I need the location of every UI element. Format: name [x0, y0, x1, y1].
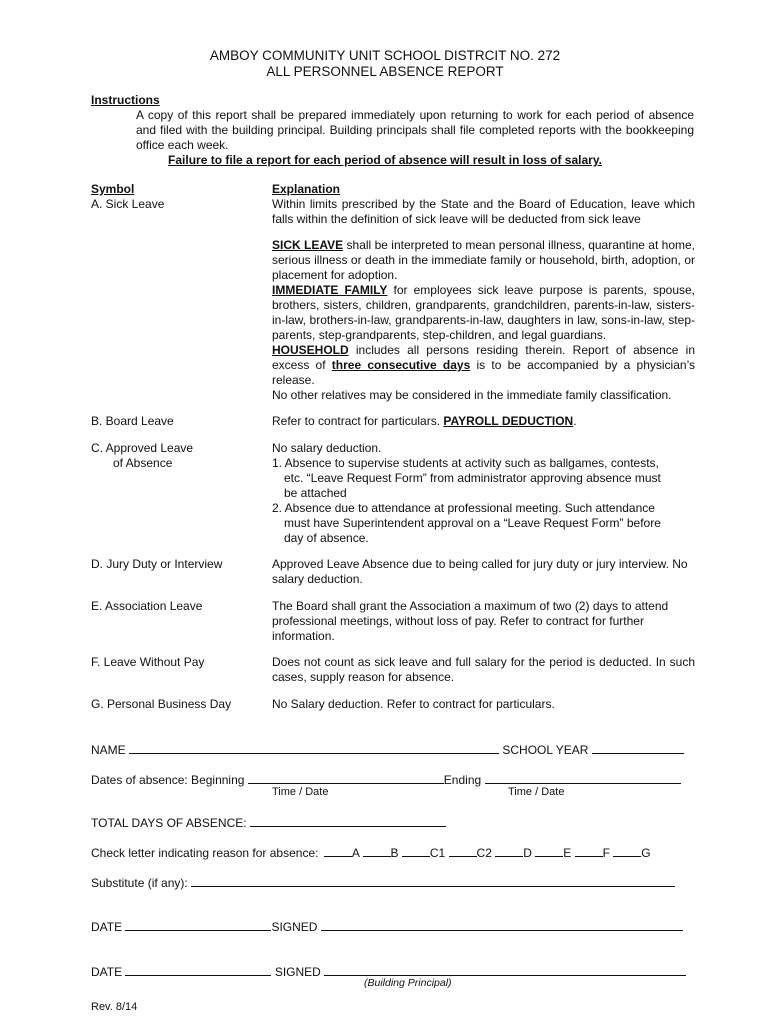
explanation-column-heading: Explanation	[272, 182, 341, 196]
reason-row	[91, 844, 701, 861]
reason-letter-c1: C1	[429, 846, 446, 860]
sick-leave-term: SICK LEAVE	[272, 238, 344, 252]
reason-b-blank[interactable]	[363, 844, 391, 857]
explanation-c-line6: must have Superintendent approval on a “Leave Request Form” before	[284, 516, 661, 530]
explanation-b-text: Refer to contract for particulars.	[272, 414, 444, 428]
symbol-b: B. Board Leave	[91, 414, 174, 428]
name-label: NAME	[91, 743, 126, 757]
explanation-c-line1: No salary deduction.	[272, 441, 382, 455]
reason-a-blank[interactable]	[324, 844, 352, 857]
symbol-column-heading: Symbol	[91, 182, 135, 196]
employee-signature-row	[91, 918, 701, 935]
employee-signature-field[interactable]	[321, 918, 683, 931]
date-field-1[interactable]	[125, 918, 271, 931]
symbol-g: G. Personal Business Day	[91, 697, 232, 711]
immediate-family-term: IMMEDIATE FAMILY	[272, 283, 388, 297]
school-year-field[interactable]	[592, 741, 684, 754]
date-label-1: DATE	[91, 920, 123, 934]
reason-letter-g: G	[641, 846, 651, 860]
document-subtitle: ALL PERSONNEL ABSENCE REPORT	[266, 64, 504, 79]
symbol-c	[91, 441, 266, 471]
symbol-a: A. Sick Leave	[91, 197, 165, 211]
total-days-field[interactable]	[250, 814, 446, 827]
reason-f-blank[interactable]	[575, 844, 603, 857]
reason-c1-blank[interactable]	[402, 844, 430, 857]
principal-signature-field[interactable]	[324, 963, 686, 976]
other-relatives-note: No other relatives may be considered in the immediate family classification.	[272, 388, 672, 402]
reason-g-blank[interactable]	[613, 844, 641, 857]
household-term: HOUSEHOLD	[272, 343, 349, 357]
instructions-warning: Failure to file a report for each period of absence will result in loss of salary.	[168, 153, 602, 167]
symbol-f: F. Leave Without Pay	[91, 655, 205, 669]
payroll-deduction-emphasis: PAYROLL DEDUCTION	[443, 414, 574, 428]
total-days-label: TOTAL DAYS OF ABSENCE:	[91, 816, 247, 830]
reason-letter-a: A	[351, 846, 360, 860]
substitute-label: Substitute (if any):	[91, 876, 188, 890]
explanation-c	[272, 441, 695, 546]
explanation-c-line5: 2. Absence due to attendance at professional meeting. Such attendance	[272, 501, 655, 515]
explanation-f: Does not count as sick leave and full salary for the period is deducted. In such cases, supply reason for absence.	[272, 655, 695, 684]
reason-letter-f: F	[602, 846, 610, 860]
reason-c2-blank[interactable]	[449, 844, 477, 857]
immediate-family-definition: for employees sick leave purpose is parents, spouse, brothers, sisters, children, grandparents, grandchildren, parents-in-law, sisters-in-law, brothers-in-law, grandparents-in-law, daughters in law, sons-in-law, step-parents, step-grandparents, step-children, and legal guardians.	[272, 283, 696, 342]
sick-leave-definition: shall be interpreted to mean personal illness, quarantine at home, serious illness or death in the immediate family or household, birth, adoption, or placement for adoption.	[272, 238, 695, 282]
reason-label: Check letter indicating reason for absence:	[91, 846, 319, 860]
school-year-label: SCHOOL YEAR	[502, 743, 589, 757]
symbol-e: E. Association Leave	[91, 599, 203, 613]
explanation-b-end: .	[573, 414, 577, 428]
symbol-c-line1: C. Approved Leave	[91, 441, 194, 455]
reason-d-blank[interactable]	[495, 844, 523, 857]
dates-row	[91, 771, 701, 788]
symbol-c-line2: of Absence	[113, 456, 173, 470]
explanation-b	[272, 414, 695, 429]
signed-label-1: SIGNED	[271, 920, 318, 934]
explanation-c-line7: day of absence.	[284, 531, 369, 545]
substitute-row	[91, 874, 701, 891]
signed-label-2: SIGNED	[274, 965, 321, 979]
revision-note: Rev. 8/14	[91, 1001, 138, 1013]
ending-label: Ending	[443, 773, 482, 787]
document-title: AMBOY COMMUNITY UNIT SCHOOL DISTRCIT NO. 272	[209, 48, 561, 63]
reason-letter-d: D	[523, 846, 532, 860]
time-date-hint-2: Time / Date	[508, 786, 565, 798]
name-field[interactable]	[129, 741, 499, 754]
three-days-emphasis: three consecutive days	[331, 358, 471, 372]
reason-letter-b: B	[390, 846, 399, 860]
substitute-field[interactable]	[191, 874, 675, 887]
beginning-date-field[interactable]	[248, 771, 444, 784]
explanation-c-line4: be attached	[284, 486, 347, 500]
instructions-body: A copy of this report shall be prepared immediately upon returning to work for each period of absence and filed with the building principal. Building principals shall file completed reports with the bookkeeping office each week.	[136, 108, 694, 152]
date-field-2[interactable]	[125, 963, 271, 976]
ending-date-field[interactable]	[485, 771, 681, 784]
name-row	[91, 741, 701, 758]
explanation-a-definitions	[272, 238, 695, 403]
symbol-d: D. Jury Duty or Interview	[91, 557, 223, 571]
explanation-a-intro: Within limits prescribed by the State and the Board of Education, leave which falls within the definition of sick leave will be deducted from sick leave	[272, 197, 695, 226]
date-label-2: DATE	[91, 965, 123, 979]
total-days-row	[91, 814, 701, 831]
building-principal-caption: (Building Principal)	[364, 977, 452, 989]
explanation-c-line3: etc. “Leave Request Form” from administrator approving absence must	[284, 471, 661, 485]
reason-letter-e: E	[563, 846, 572, 860]
explanation-g: No Salary deduction. Refer to contract for particulars.	[272, 697, 555, 711]
reason-e-blank[interactable]	[535, 844, 563, 857]
instructions-heading: Instructions	[91, 93, 160, 107]
time-date-hint-1: Time / Date	[272, 786, 329, 798]
dates-beginning-label: Dates of absence: Beginning	[91, 773, 245, 787]
household-definition-2: is to be accompanied by a physician’s release.	[272, 358, 696, 387]
explanation-c-line2: 1. Absence to supervise students at activity such as ballgames, contests,	[272, 456, 659, 470]
reason-letter-c2: C2	[476, 846, 492, 860]
explanation-e: The Board shall grant the Association a maximum of two (2) days to attend professional meetings, without loss of pay. Refer to contract for further information.	[272, 599, 669, 643]
explanation-d: Approved Leave Absence due to being called for jury duty or jury interview. No salary deduction.	[272, 557, 688, 586]
household-definition-1: includes all persons residing therein. Report of absence in excess of	[272, 343, 695, 372]
